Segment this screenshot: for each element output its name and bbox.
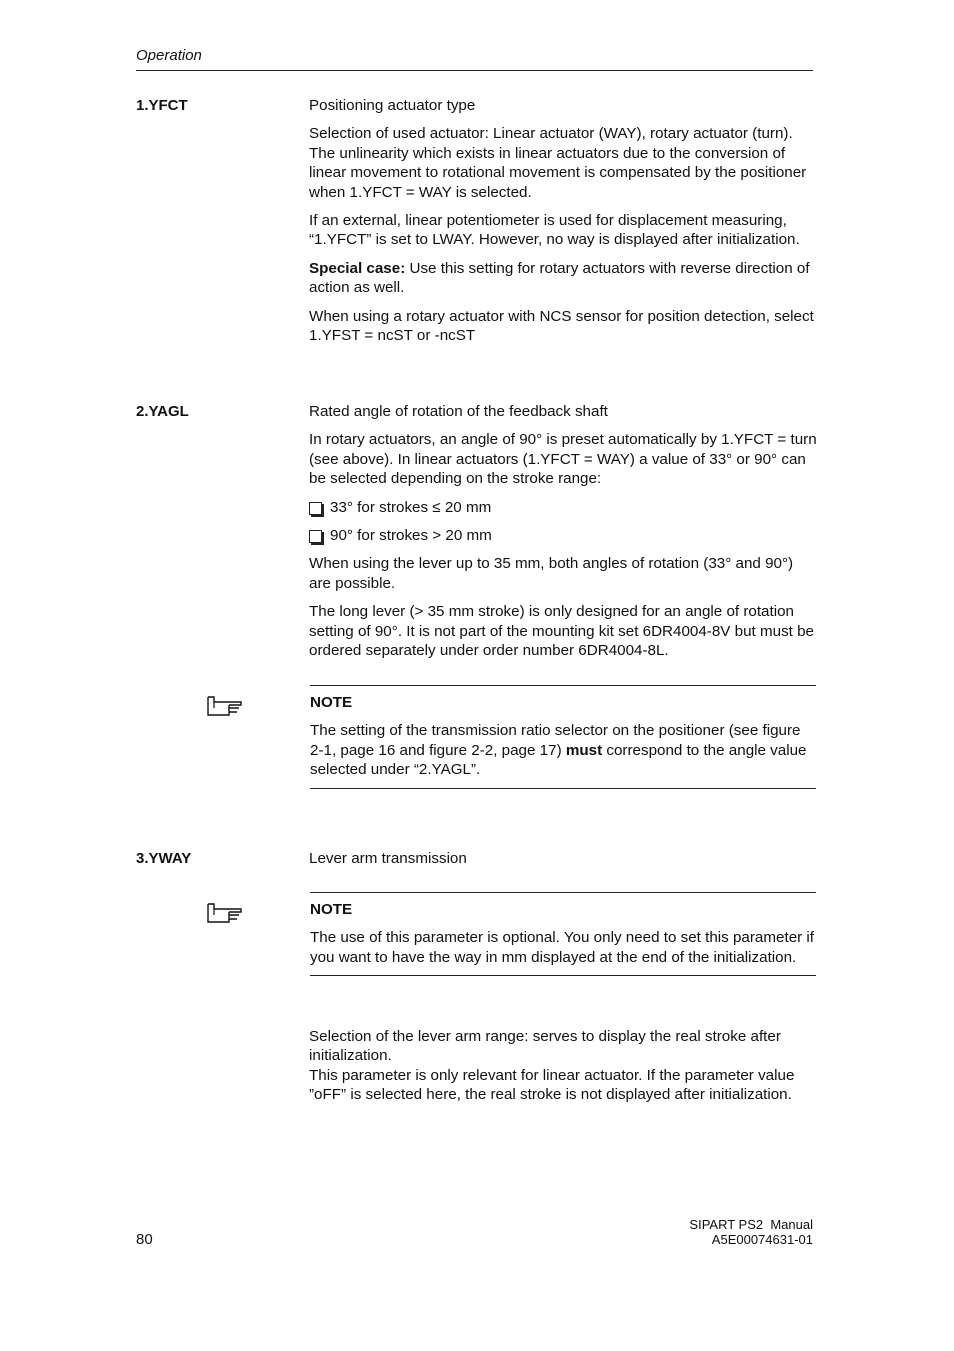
paragraph: Selection of used actuator: Linear actuator (WAY), rotary actuator (turn). The unlinearity which exists in linear actuators due to the conversion of linear movement to rotational movement is compensated by the positioner when 1.YFCT = WAY is selected. xyxy=(309,125,807,201)
note-emphasis: must xyxy=(565,741,603,759)
pointing-hand-icon xyxy=(205,694,245,718)
param-body-yagl xyxy=(309,402,819,660)
param-title-yway xyxy=(309,849,819,868)
list-item-text: 33° for strokes ≤ 20 mm xyxy=(330,498,492,516)
checkbox-bullet-icon xyxy=(309,530,322,543)
paragraph: If an external, linear potentiometer is used for displacement measuring, “1.YFCT” is set to LWAY. However, no way is displayed after initialization. xyxy=(309,212,800,249)
header-rule xyxy=(136,70,813,71)
param-title: Lever arm transmission xyxy=(309,850,467,867)
special-case-text: Use this setting for rotary actuators with reverse direction of action as well. xyxy=(309,259,810,297)
document-number: A5E00074631-01 xyxy=(711,1232,813,1247)
footer-doc-info xyxy=(640,1217,813,1247)
param-body-yway xyxy=(309,1027,819,1105)
note-label: NOTE xyxy=(310,901,353,918)
note-label: NOTE xyxy=(310,694,353,711)
param-title: Rated angle of rotation of the feedback shaft xyxy=(309,403,608,420)
list-item xyxy=(309,526,819,545)
checkbox-bullet-icon xyxy=(309,502,322,515)
param-code-yway: 3.YWAY xyxy=(136,850,192,867)
manual-title: SIPART PS2 Manual xyxy=(689,1217,813,1232)
paragraph: Selection of the lever arm range: serves to display the real stroke after initialization. xyxy=(309,1028,781,1065)
note-box xyxy=(310,685,816,789)
running-header: Operation xyxy=(136,47,202,64)
note-text: The use of this parameter is optional. You only need to set this parameter if you want to have the way in mm displayed at the end of the initialization. xyxy=(310,929,815,966)
list-item-text: 90° for strokes > 20 mm xyxy=(330,527,492,545)
paragraph-special-case xyxy=(309,259,819,298)
note-box xyxy=(310,892,816,976)
special-case-label: Special case: xyxy=(309,259,406,277)
paragraph: When using the lever up to 35 mm, both angles of rotation (33° and 90°) are possible. xyxy=(309,555,794,592)
list-item xyxy=(309,498,819,517)
paragraph: When using a rotary actuator with NCS sensor for position detection, select 1.YFST = ncST or -ncST xyxy=(309,307,814,345)
param-body-yfct xyxy=(309,96,819,345)
paragraph: The long lever (> 35 mm stroke) is only designed for an angle of rotation setting of 90°. It is not part of the mounting kit set 6DR4004-8V but must be ordered separately under order number 6DR4004-8L. xyxy=(309,603,815,660)
note-text xyxy=(310,721,816,779)
paragraph: In rotary actuators, an angle of 90° is preset automatically by 1.YFCT = turn (see above). In linear actuators (1.YFCT = WAY) a value of 33° or 90° can be selected depending on the stroke range: xyxy=(309,431,817,488)
param-code-yagl: 2.YAGL xyxy=(136,403,189,420)
note-text-part: The setting of the transmission ratio selector on the positioner (see figure 2-1, page 16 and figure 2-2, page 17) xyxy=(310,722,801,759)
paragraph: This parameter is only relevant for linear actuator. If the parameter value ”oFF” is selected here, the real stroke is not displayed after initialization. xyxy=(309,1066,795,1104)
page-number: 80 xyxy=(136,1231,153,1248)
pointing-hand-icon xyxy=(205,901,245,925)
note-text-part: correspond to the angle value selected under “2.YAGL”. xyxy=(310,741,807,779)
param-title: Positioning actuator type xyxy=(309,97,476,114)
param-code-yfct: 1.YFCT xyxy=(136,97,188,114)
